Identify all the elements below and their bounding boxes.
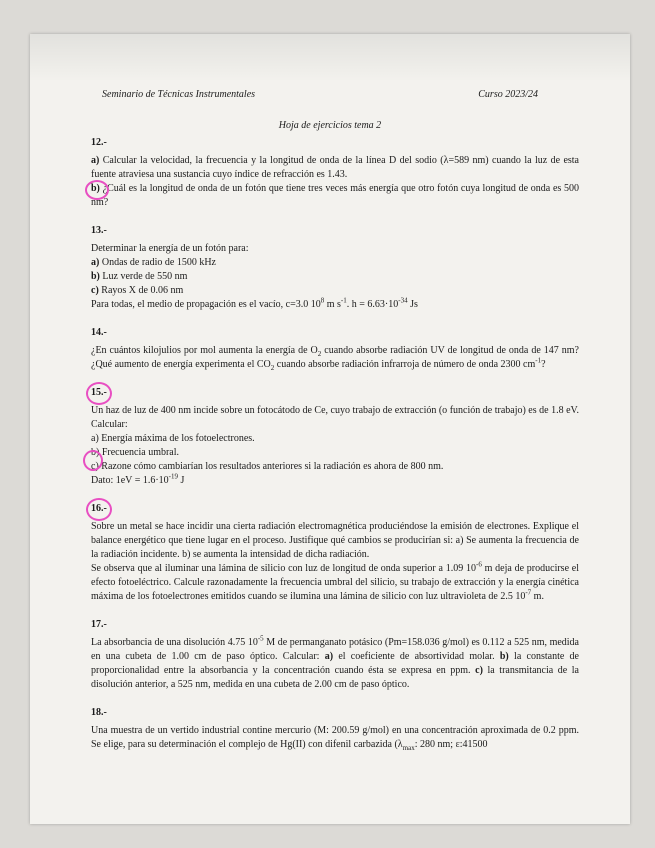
exercise-12 xyxy=(91,136,579,210)
text: la transmitancia de la disolución anterior, a 525 nm, medida en una cubeta de 2.00 cm de paso óptico. xyxy=(91,665,579,690)
text: La absorbancia de una disolución 4.75 10 xyxy=(91,637,258,648)
exercise-number: 13.- xyxy=(91,225,107,236)
item-tag: c) xyxy=(475,665,483,676)
exercise-15-b xyxy=(91,446,579,460)
text: Se observa que al iluminar una lámina de silicio con luz de longitud de onda superior a 1.09 10 xyxy=(91,563,477,574)
item-text: Rayos X de 0.06 nm xyxy=(101,285,184,296)
exercise-13-data xyxy=(91,298,579,312)
text: el coeficiente de absortividad molar. xyxy=(333,651,500,662)
exercise-13-b xyxy=(91,270,579,284)
superscript: -19 xyxy=(168,472,179,481)
subscript: 2 xyxy=(270,364,275,372)
exercise-17 xyxy=(91,618,579,692)
superscript: -5 xyxy=(257,634,264,643)
subscript: 2 xyxy=(317,350,322,358)
item-tag: c) xyxy=(91,285,99,296)
item-tag: b) xyxy=(91,183,100,194)
item-text: ¿Cuál es la longitud de onda de un fotón que tiene tres veces más energía que otro fotón cuya longitud de onda es 500 nm? xyxy=(91,183,580,208)
item-tag: a) xyxy=(91,257,100,268)
exercise-number: 17.- xyxy=(91,619,107,630)
text: cuando absorbe radiación UV de longitud de onda de 147 nm? ¿Qué aumento de energía experimenta el CO xyxy=(91,345,579,370)
item-tag: a) xyxy=(324,651,334,662)
item-text: b) Frecuencia umbral. xyxy=(91,447,180,458)
exercise-15-a: a) Energía máxima de los fotoelectrones. xyxy=(91,433,255,444)
superscript: -7 xyxy=(525,588,532,597)
item-text: Calcular la velocidad, la frecuencia y la longitud de onda de la línea D del sodio (λ=589 nm) cuando la luz de esta fuente atraviesa una sustancia cuyo índice de refracción es 1.43. xyxy=(91,155,579,180)
item-text: Luz verde de 550 nm xyxy=(102,271,188,282)
text: ¿En cuántos kilojulios por mol aumenta la energía de O xyxy=(91,345,318,356)
text: m s xyxy=(324,299,341,310)
item-tag: a) xyxy=(91,155,100,166)
item-tag: b) xyxy=(499,651,509,662)
exercise-18 xyxy=(91,706,579,752)
exercise-12-b xyxy=(91,182,579,210)
exercise-number: 18.- xyxy=(91,707,107,718)
exercise-number xyxy=(91,502,107,516)
exercise-intro: Un haz de luz de 400 nm incide sobre un fotocátodo de Ce, cuyo trabajo de extracción (o función de trabajo) es de 1.8 eV. Calcular: xyxy=(91,405,579,430)
exercise-number-text: 16.- xyxy=(91,503,107,514)
text: ? xyxy=(541,359,546,370)
superscript: -34 xyxy=(398,296,408,305)
exercise-number-text: 15.- xyxy=(91,387,107,398)
document-page xyxy=(30,34,630,824)
exercise-14-text xyxy=(91,344,579,372)
exercise-number xyxy=(91,386,107,400)
exercise-intro: Determinar la energía de un fotón para: xyxy=(91,243,249,254)
exercise-16-p1: Sobre un metal se hace incidir una cierta radiación electromagnética produciéndose la emisión de electrones. Explique el balance energético que tiene lugar en el proceso. Justifique qué cambios se producirían si: a) Se aumenta la frecuencia de la radiación incidente. b) se aumenta la intensidad de dicha radiación. xyxy=(91,521,579,560)
superscript: 8 xyxy=(320,296,325,305)
text: la constante de proporcionalidad entre la absorbancia y la concentración cuando ésta se expresa en ppm. xyxy=(91,651,579,676)
exercise-number: 14.- xyxy=(91,327,107,338)
exercise-14 xyxy=(91,326,579,372)
superscript: -1 xyxy=(535,356,542,365)
text: Una muestra de un vertido industrial contine mercurio (M: 200.59 g/mol) en una concentración aproximada de 0.2 ppm. Se elige, para su determinación el complejo de Hg(II) con difenil carbazida (λ xyxy=(91,725,579,750)
exercise-18-text xyxy=(91,724,579,752)
item-text: Ondas de radio de 1500 kHz xyxy=(101,257,216,268)
exercise-13-a xyxy=(91,256,579,270)
sheet-title: Hoja de ejercicios tema 2 xyxy=(278,120,382,131)
scan-shadow xyxy=(30,34,630,82)
exercise-number: 12.- xyxy=(91,137,107,148)
text: m. xyxy=(531,591,544,602)
exercise-13 xyxy=(91,224,579,312)
course-name: Seminario de Técnicas Instrumentales xyxy=(102,89,256,100)
text: . h = 6.63·10 xyxy=(346,299,399,310)
superscript: -1 xyxy=(340,296,347,305)
item-tag: b) xyxy=(91,271,100,282)
course-year: Curso 2023/24 xyxy=(478,89,538,100)
exercise-16-p2 xyxy=(91,562,579,604)
superscript: -6 xyxy=(476,560,482,569)
text: cuando absorbe radiación infrarroja de número de onda 2300 cm xyxy=(274,359,536,370)
page-header xyxy=(102,89,558,105)
text: Para todas, el medio de propagación es el vacío, c=3.0 10 xyxy=(91,299,321,310)
subscript: max xyxy=(402,744,415,752)
exercise-16 xyxy=(91,502,579,604)
text: M de permanganato potásico (Pm=158.036 g/mol) es 0.112 a 525 nm, medida en una cubeta de 1.00 cm de paso óptico. Calcular: xyxy=(91,637,579,662)
exercise-15 xyxy=(91,386,579,488)
exercise-17-text xyxy=(91,636,579,692)
text: m deja de producirse el efecto fotoeléctrico. Calcule razonadamente la frecuencia umbral del silicio, su trabajo de extracción y la energía cinética máxima de los fotoelectrones emitidos cuando se ilumina una lámina de silicio con luz ultravioleta de 2.5 10 xyxy=(91,563,579,602)
text: : 280 nm; ε:41500 xyxy=(414,739,488,750)
exercise-15-c: c) Razone cómo cambiarían los resultados anteriores si la radiación es ahora de 800 nm. xyxy=(91,461,444,472)
exercise-list xyxy=(91,136,579,752)
text: J xyxy=(178,475,185,486)
text: Js xyxy=(407,299,418,310)
exercise-15-data xyxy=(91,474,579,488)
exercise-12-a xyxy=(91,154,579,182)
exercise-13-c xyxy=(91,284,579,298)
text: Dato: 1eV = 1.6·10 xyxy=(91,475,169,486)
